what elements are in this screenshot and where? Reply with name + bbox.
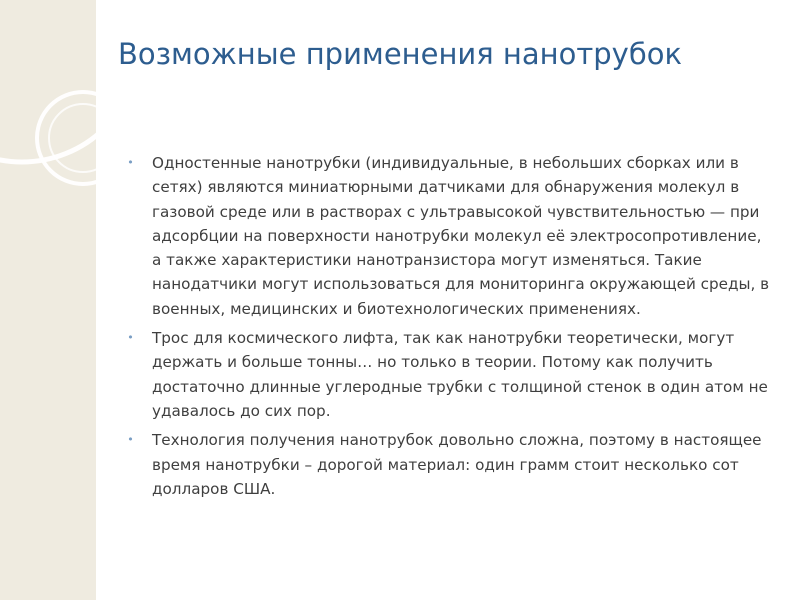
bullet-item [127,428,772,501]
bullet-marker: • [127,156,134,169]
bullet-text: Технология получения нанотрубок довольно сложна, поэтому в настоящее время нанотрубки – дорогой материал: один грамм стоит несколько сот долларов США. [152,431,762,498]
bullet-marker: • [127,331,134,345]
bullet-marker: • [127,433,134,447]
slide-title: Возможные применения нанотрубок [118,37,682,71]
left-decorative-band [0,0,96,600]
bullet-text: Трос для космического лифта, так как нанотрубки теоретически, могут держать и больше тонны… но только в теории. Потому как получить достаточно длинные углеродные трубки с толщиной стенок в один атом не удавалось до сих пор. [152,329,768,420]
bullet-item [127,151,772,321]
bullet-text: Одностенные нанотрубки (индивидуальные, в небольших сборках или в сетях) являются миниатюрными датчиками для обнаружения молекул в газовой среде или в растворах с ультравысокой чувствительностью — при адсорбции на поверхности нанотрубки молекул её электросопротивление, а также характеристики нанотранзистора могут изменяться. Такие нанодатчики могут использоваться для мониторинга окружающей среды, в военных, медицинских и биотехнологических применениях. [152,154,770,318]
bullet-list [127,151,772,506]
bullet-item [127,326,772,423]
